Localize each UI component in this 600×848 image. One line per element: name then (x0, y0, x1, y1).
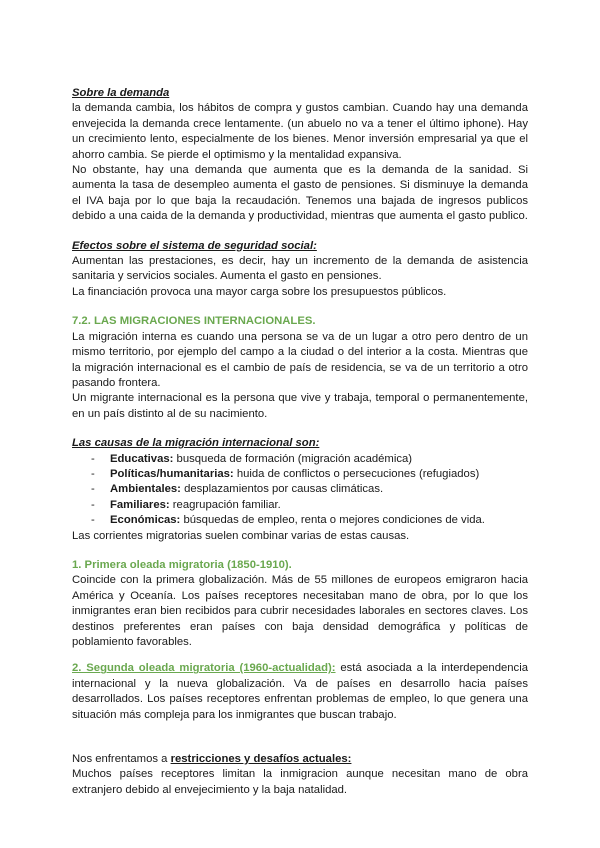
paragraph: Coincide con la primera globalización. Más de 55 millones de europeos emigraron hacia América y Oceanía. Los países receptores necesitaban mano de obra, por lo que los inmigrantes eran bien recibidos para cubrir necesidades laborales en sectores claves. Los destinos preferentes eran países con baja densidad demográfica y políticas de poblamiento favorables. (72, 574, 528, 648)
dash-bullet: - (91, 498, 95, 511)
list-item (91, 498, 528, 513)
list-item (91, 513, 528, 528)
paragraph-restricciones-lead (72, 752, 528, 767)
item-text: busqueda de formación (migración académica) (173, 452, 413, 465)
paragraph: No obstante, hay una demanda que aumenta que es la demanda de la sanidad. Si aumenta la tasa de desempleo aumenta el gasto de pensiones. Si disminuye la demanda el IVA baja por lo que baja la recaudación. Tenemos una bajada de ingresos publicos debido a una caida de la demanda y productividad, mientras que aumenta el gasto publico. (72, 164, 528, 223)
paragraph-segunda-oleada (72, 661, 528, 723)
list-item (91, 452, 528, 467)
section-heading-migraciones: 7.2. LAS MIGRACIONES INTERNACIONALES. (72, 315, 316, 328)
paragraph: Muchos países receptores limitan la inmigracion aunque necesitan mano de obra extranjero debido al envejecimiento y la baja natalidad. (72, 768, 528, 796)
item-term: Familiares: (110, 498, 170, 511)
heading-text: Efectos sobre el sistema de seguridad social: (72, 239, 317, 252)
paragraph-text: está asociada a la interdependencia internacional y la nueva globalización. Va de países en desarrollo hacia países desarrollados. Los países receptores enfrentan problemas de empleo, lo que genera una situación más compleja para los inmigrantes que buscan trabajo. (72, 662, 528, 721)
item-term: Ambientales: (110, 483, 181, 496)
section-heading-demanda (72, 86, 528, 101)
item-term: Educativas: (110, 452, 174, 465)
lead-text: Nos enfrentamos a (72, 753, 171, 766)
dash-bullet: - (91, 452, 95, 465)
section-heading-restricciones: restricciones y desafíos actuales: (170, 753, 352, 766)
section-heading-efectos (72, 239, 528, 254)
item-term: Políticas/humanitarias: (110, 467, 234, 480)
dash-bullet: - (91, 467, 95, 480)
item-text: desplazamientos por causas climáticas. (180, 483, 384, 496)
paragraph: Aumentan las prestaciones, es decir, hay un incremento de la demanda de asistencia sanitaria y servicios sociales. Aumenta el gasto en pensiones. (72, 255, 528, 283)
causes-list (72, 452, 528, 529)
paragraph: La financiación provoca una mayor carga sobre los presupuestos públicos. (72, 285, 447, 298)
item-text: búsquedas de empleo, renta o mejores condiciones de vida. (180, 514, 485, 527)
section-heading-causas (72, 436, 528, 451)
list-item (91, 482, 528, 497)
dash-bullet: - (91, 483, 95, 496)
paragraph: Un migrante internacional es la persona que vive y trabaja, temporal o permanentemente, en un país distinto al de su nacimiento. (72, 392, 528, 420)
heading-text: Sobre la demanda (72, 87, 170, 99)
section-heading-segunda-oleada: 2. Segunda oleada migratoria (1960-actualidad): (72, 662, 336, 675)
item-text: huida de conflictos o persecuciones (refugiados) (233, 467, 480, 480)
paragraph: La migración interna es cuando una persona se va de un lugar a otro pero dentro de un mismo territorio, por ejemplo del campo a la ciudad o del interior a la costa. Mientras que la migración internacional es el cambio de país de residencia, se va de un territorio a otro pasando frontera. (72, 330, 528, 389)
list-item (91, 467, 528, 482)
item-term: Económicas: (110, 514, 181, 527)
paragraph: Las corrientes migratorias suelen combinar varias de estas causas. (72, 529, 410, 542)
heading-text: Las causas de la migración internacional son: (72, 437, 320, 450)
item-text: reagrupación familiar. (169, 498, 281, 511)
section-heading-primera-oleada: 1. Primera oleada migratoria (1850-1910). (72, 558, 292, 571)
dash-bullet: - (91, 514, 95, 527)
document-body (72, 86, 528, 798)
paragraph: la demanda cambia, los hábitos de compra y gustos cambian. Cuando hay una demanda envejecida la demanda crece lentamente. (un abuelo no va a tener el último iphone). Hay un crecimiento lento, especialmente de los bienes. Menor inversión empresarial ya que el ahorro cambia. Se pierde el optimismo y la mentalidad expansiva. (72, 102, 528, 161)
